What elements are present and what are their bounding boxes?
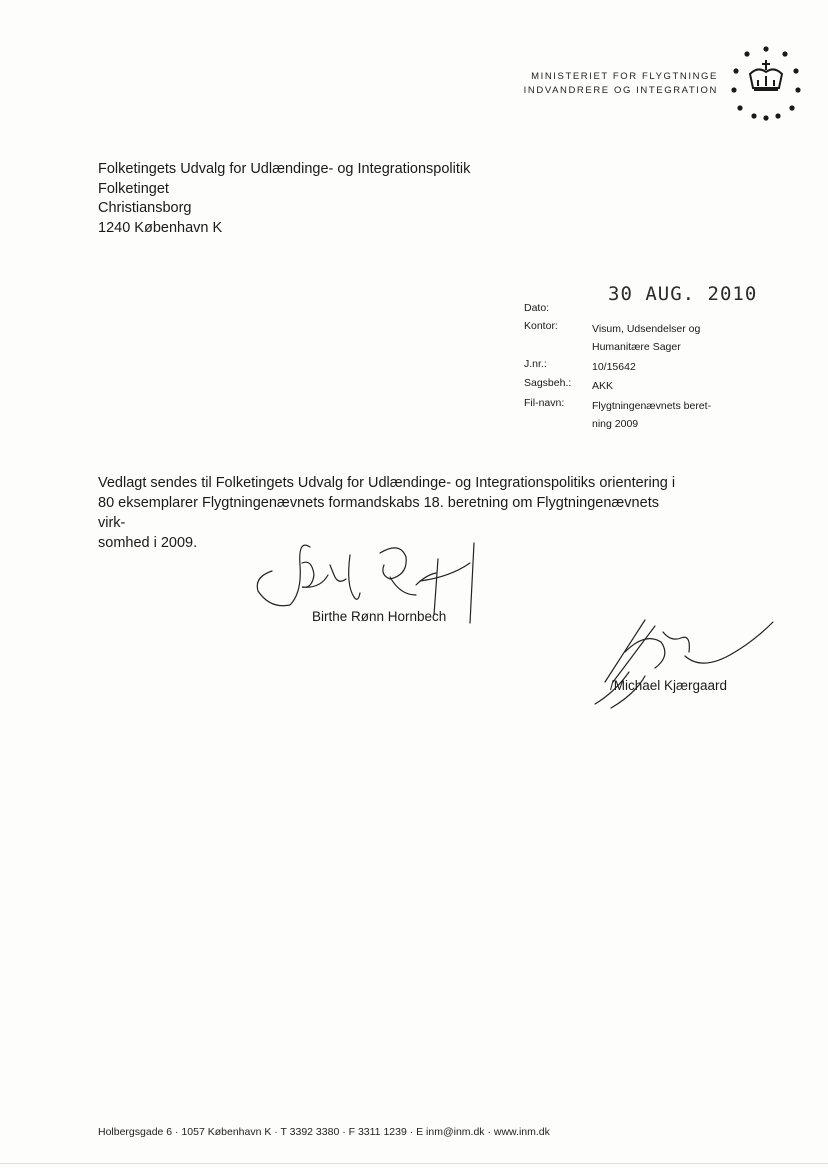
royal-crown-crest-icon xyxy=(728,44,804,122)
signer2-name: /Michael Kjærgaard xyxy=(610,678,728,693)
signer1-name: Birthe Rønn Hornbech xyxy=(312,609,447,624)
ministry-name-line2: INDVANDRERE OG INTEGRATION xyxy=(523,85,718,96)
ministry-name xyxy=(524,70,718,98)
body-line: Vedlagt sendes til Folketingets Udvalg for Udlændinge- og Integrationspolitiks orientering i xyxy=(98,475,676,491)
handwritten-signature-2 xyxy=(585,612,785,712)
jnr-value: 10/15642 xyxy=(592,361,636,373)
recipient-address xyxy=(98,160,470,238)
date-stamp: 30 AUG. 2010 xyxy=(608,283,758,305)
filnavn-label: Fil-navn: xyxy=(524,397,565,409)
recipient-line: Folketinget xyxy=(98,180,169,197)
recipient-line: Christiansborg xyxy=(98,200,192,216)
sagsbeh-value: AKK xyxy=(592,380,614,392)
page-edge-divider xyxy=(0,1163,828,1164)
recipient-line: Folketingets Udvalg for Udlændinge- og Integrationspolitik xyxy=(98,161,471,177)
dato-label: Dato: xyxy=(524,302,550,314)
kontor-value: Visum, Udsendelser og Humanitære Sager xyxy=(592,323,701,353)
footer-contact: Holbergsgade 6 · 1057 København K · T 3392 3380 · F 3311 1239 · E inm@inm.dk · www.inm.dk xyxy=(98,1126,550,1138)
ministry-name-line1: MINISTERIET FOR FLYGTNINGE xyxy=(531,71,718,82)
jnr-label: J.nr.: xyxy=(524,358,547,370)
filnavn-value: Flygtningenævnets beret- ning 2009 xyxy=(592,400,712,430)
body-line: somhed i 2009. xyxy=(98,535,198,551)
body-line: 80 eksemplarer Flygtningenævnets formandskabs 18. beretning om Flygtningenævnets virk- xyxy=(98,495,659,531)
sagsbeh-label: Sagsbeh.: xyxy=(524,377,572,389)
kontor-label: Kontor: xyxy=(524,320,558,332)
recipient-line: 1240 København K xyxy=(98,219,223,236)
